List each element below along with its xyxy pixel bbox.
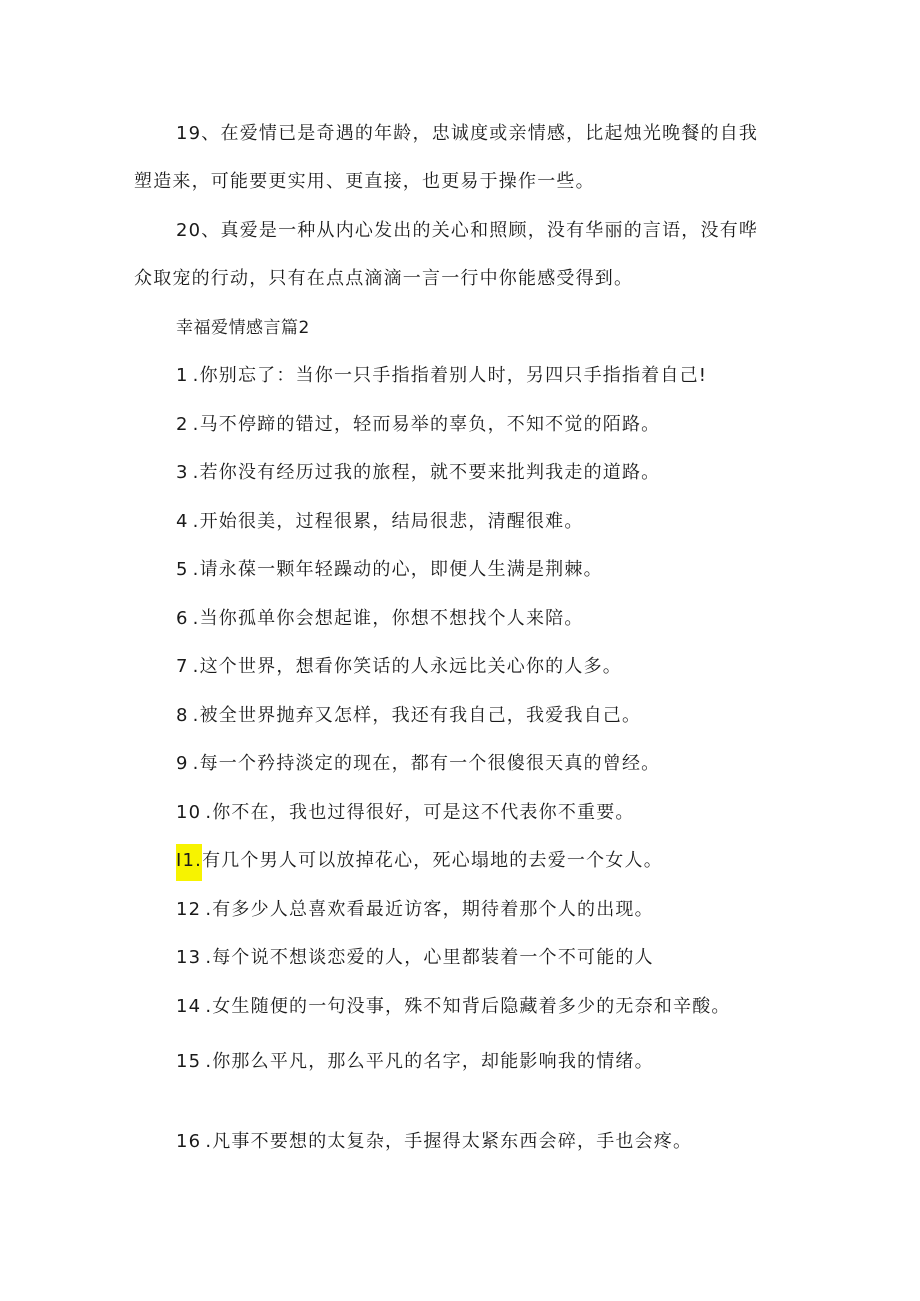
list-item: [176, 752, 660, 776]
item-text: .这个世界，想看你笑话的人永远比关心你的人多。: [192, 656, 622, 677]
list-item: [176, 704, 641, 728]
list-item: [176, 898, 654, 922]
item-text: .被全世界抛弃又怎样，我还有我自己，我爱我自己。: [192, 705, 642, 726]
item-text: .女生随便的一句没事，殊不知背后隐藏着多少的无奈和辛酸。: [205, 996, 731, 1017]
item-text: .请永葆一颗年轻躁动的心，即便人生满是荆棘。: [192, 559, 603, 580]
item-number: 16: [176, 1131, 202, 1152]
item-number: 6: [176, 608, 189, 629]
item-number: 3: [176, 462, 189, 483]
item-text: .你那么平凡，那么平凡的名字，却能影响我的情绪。: [205, 1051, 654, 1072]
list-item: [176, 1130, 692, 1154]
item-number: 7: [176, 656, 189, 677]
section-heading: 幸福爱情感言篇2: [176, 318, 310, 338]
highlighted-item-number: I1.: [176, 844, 202, 881]
item-text: .你不在，我也过得很好，可是这不代表你不重要。: [205, 802, 635, 823]
item-text: .开始很美，过程很累，结局很悲，清醒很难。: [192, 511, 584, 532]
list-item: [176, 413, 660, 437]
list-item: [176, 995, 731, 1019]
paragraph-20-line-1: 20、真爱是一种从内心发出的关心和照顾，没有华丽的言语，没有哗: [176, 220, 759, 241]
list-item: [176, 1050, 654, 1074]
item-number: 14: [176, 996, 202, 1017]
list-item: [176, 607, 584, 631]
list-item: [176, 510, 584, 534]
item-number: 4: [176, 511, 189, 532]
item-number: 2: [176, 414, 189, 435]
item-text: .当你孤单你会想起谁，你想不想找个人来陪。: [192, 608, 584, 629]
paragraph-19-line-2: 塑造来，可能要更实用、更直接，也更易于操作一些。: [134, 171, 595, 192]
item-number: 13: [176, 947, 202, 968]
item-text: .每一个矜持淡定的现在，都有一个很傻很天真的曾经。: [192, 753, 661, 774]
item-number: 15: [176, 1051, 202, 1072]
list-item: [176, 655, 622, 679]
item-number: 10: [176, 802, 202, 823]
paragraph-20-line-2: 众取宠的行动，只有在点点滴滴一言一行中你能感受得到。: [134, 268, 634, 289]
list-item: [176, 801, 635, 825]
item-number: 12: [176, 899, 202, 920]
item-number: 9: [176, 753, 189, 774]
list-item: [176, 946, 654, 970]
list-item: [176, 461, 660, 485]
item-text: .你别忘了：当你一只手指指着别人时，另四只手指指着自己!: [192, 365, 708, 386]
item-text: .若你没有经历过我的旅程，就不要来批判我走的道路。: [192, 462, 661, 483]
list-item: [176, 849, 663, 873]
list-item: [176, 364, 707, 388]
item-text: 有几个男人可以放掉花心，死心塌地的去爱一个女人。: [202, 850, 663, 871]
paragraph-19-line-1: 19、在爱情已是奇遇的年龄，忠诚度或亲情感，比起烛光晚餐的自我: [176, 123, 759, 144]
list-item: [176, 558, 603, 582]
item-text: .有多少人总喜欢看最近访客，期待着那个人的出现。: [205, 899, 654, 920]
item-number: 8: [176, 705, 189, 726]
item-number: 1: [176, 365, 189, 386]
item-text: .每个说不想谈恋爱的人，心里都装着一个不可能的人: [205, 947, 654, 968]
item-text: .凡事不要想的太复杂，手握得太紧东西会碎，手也会疼。: [205, 1131, 693, 1152]
item-number: 5: [176, 559, 189, 580]
item-text: .马不停蹄的错过，轻而易举的辜负，不知不觉的陌路。: [192, 414, 661, 435]
